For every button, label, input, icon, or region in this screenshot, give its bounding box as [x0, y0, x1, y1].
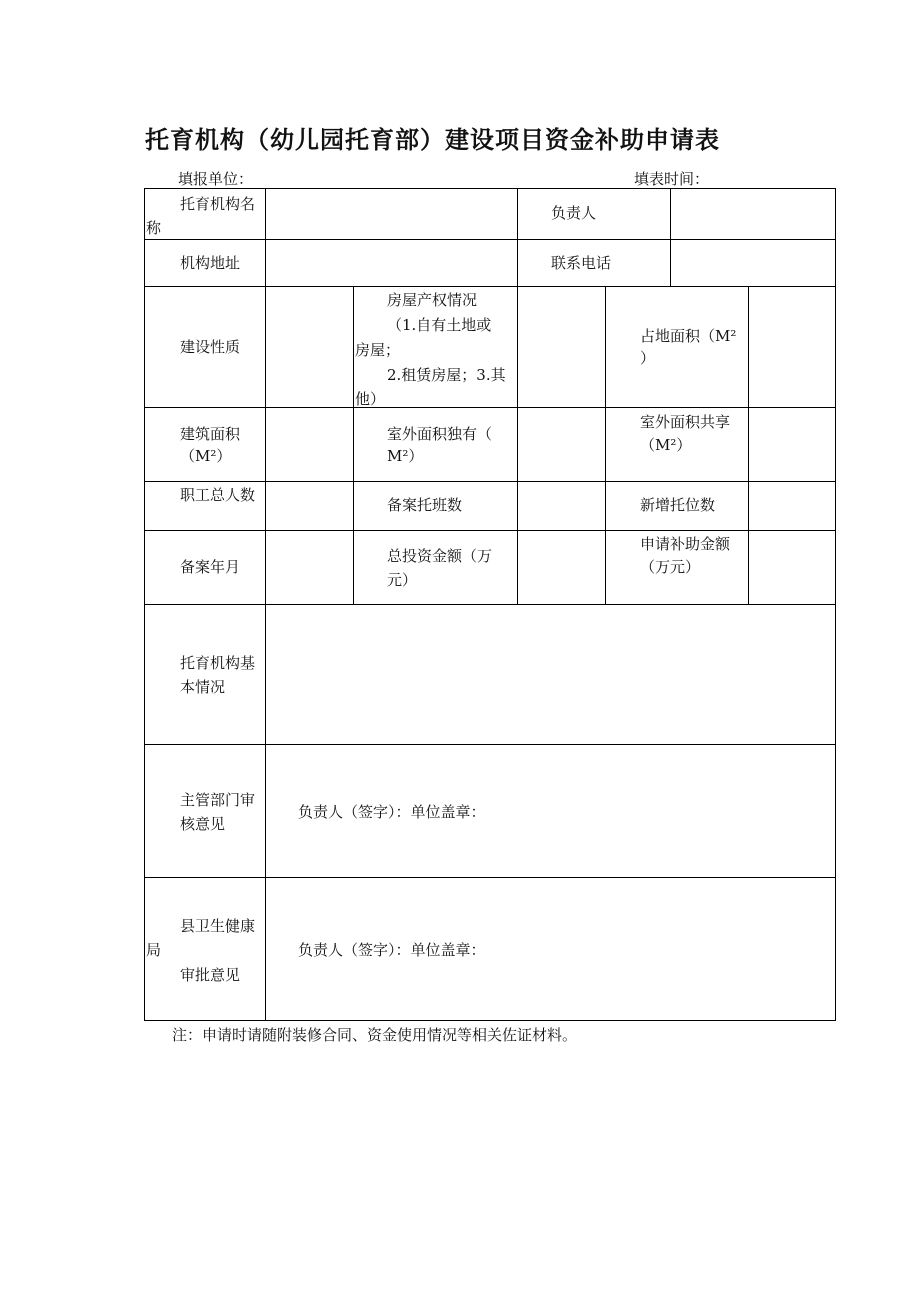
- responsible-label: 负责人: [551, 204, 597, 222]
- org-name-label: 托育机构名: [180, 195, 256, 213]
- phone-label: 联系电话: [551, 254, 612, 272]
- table-rule: [265, 188, 266, 1021]
- total-invest-unit: 元）: [387, 571, 418, 589]
- org-name-label-cont: 称: [146, 219, 162, 237]
- table-rule: [605, 286, 606, 604]
- building-area-label: 建筑面积: [180, 425, 241, 443]
- property-label-2: （1.自有土地或: [387, 316, 492, 334]
- dept-review-label: 主管部门审: [180, 791, 256, 809]
- property-label-1: 房屋产权情况: [387, 291, 478, 309]
- filed-date-label: 备案年月: [180, 558, 241, 576]
- approval-opinion-label: 审批意见: [180, 966, 241, 984]
- table-rule: [144, 407, 836, 408]
- health-bureau-label-cont: 局: [146, 941, 162, 959]
- dept-review-label-cont: 核意见: [180, 815, 226, 833]
- fill-time-label: 填表时间：: [634, 170, 710, 188]
- table-rule: [144, 530, 836, 531]
- table-rule: [144, 744, 836, 745]
- health-signature-line: 负责人（签字）：单位盖章：: [298, 941, 486, 959]
- form-title: 托育机构（幼儿园托育部）建设项目资金补助申请表: [145, 126, 720, 154]
- staff-total-label: 职工总人数: [180, 486, 256, 504]
- table-rule: [517, 286, 518, 604]
- table-rule: [144, 481, 836, 482]
- table-border-top: [144, 188, 836, 189]
- table-rule: [144, 877, 836, 878]
- outdoor-shared-unit: （M²）: [640, 436, 692, 454]
- subsidy-unit: （万元）: [640, 558, 701, 576]
- total-invest-label: 总投资金额（万: [387, 547, 493, 565]
- table-rule: [517, 188, 518, 286]
- property-label-4: 2.租赁房屋；3.其: [387, 366, 506, 384]
- subsidy-label: 申请补助金额: [640, 535, 731, 553]
- table-border-bottom: [144, 1020, 836, 1021]
- outdoor-own-label: 室外面积独有（: [387, 425, 493, 443]
- health-bureau-label: 县卫生健康: [180, 917, 256, 935]
- table-rule: [748, 286, 749, 604]
- property-label-5: 他）: [355, 390, 386, 408]
- basic-info-label: 托育机构基: [180, 654, 256, 672]
- land-area-label-cont: ）: [640, 349, 656, 367]
- new-slots-label: 新增托位数: [640, 496, 716, 514]
- basic-info-label-cont: 本情况: [180, 678, 226, 696]
- address-label: 机构地址: [180, 254, 241, 272]
- filed-classes-label: 备案托班数: [387, 496, 463, 514]
- table-border-left: [144, 188, 145, 1021]
- outdoor-shared-label: 室外面积共享: [640, 413, 731, 431]
- table-rule: [144, 286, 836, 287]
- footnote: 注：申请时请随附装修合同、资金使用情况等相关佐证材料。: [172, 1026, 578, 1044]
- dept-signature-line: 负责人（签字）：单位盖章：: [298, 803, 486, 821]
- table-rule: [670, 188, 671, 286]
- building-area-unit: （M²）: [180, 447, 232, 465]
- table-rule: [144, 239, 836, 240]
- table-rule: [144, 604, 836, 605]
- fill-unit-label: 填报单位：: [178, 170, 254, 188]
- land-area-label: 占地面积（M²: [640, 327, 737, 345]
- table-border-right: [835, 188, 836, 1021]
- build-nature-label: 建设性质: [180, 338, 241, 356]
- outdoor-own-unit: M²）: [387, 447, 424, 465]
- property-label-3: 房屋；: [355, 341, 401, 359]
- table-rule: [353, 286, 354, 604]
